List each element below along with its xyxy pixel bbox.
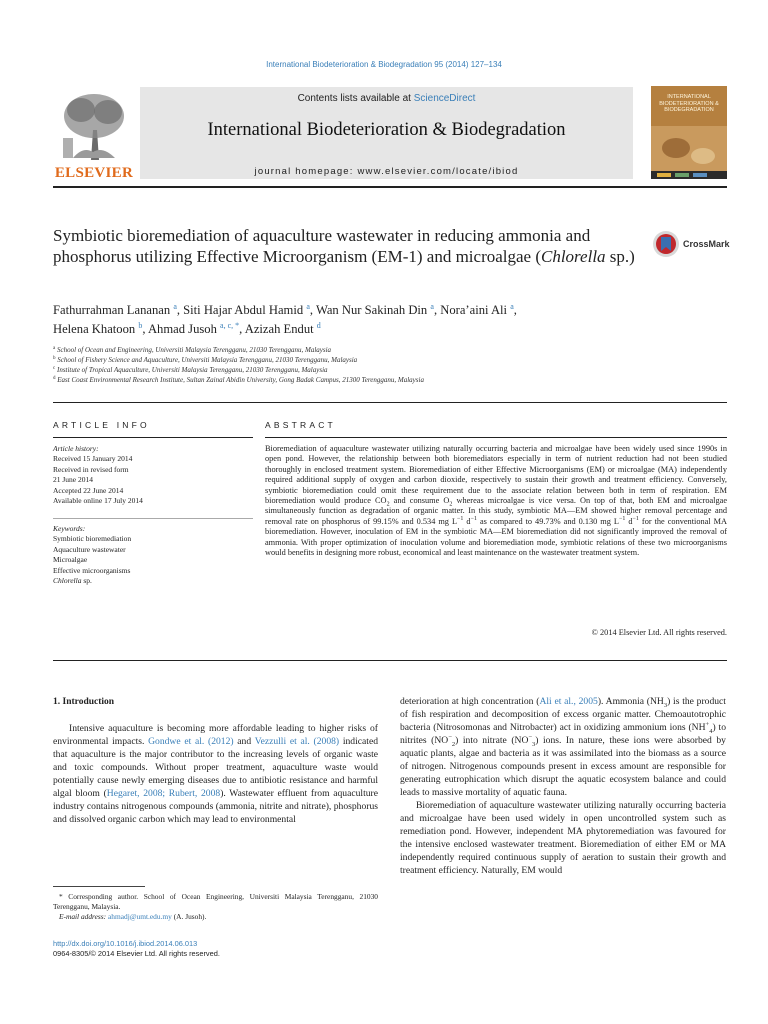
author-affiliation-mark[interactable]: a, c, * <box>220 321 240 330</box>
affiliation-text: School of Fishery Science and Aquaculture, Universiti Malaysia Terengganu, 21030 Terengganu, Malaysia <box>57 356 358 364</box>
affiliation-key: b <box>53 356 56 361</box>
keyword-item <box>53 576 253 586</box>
sciencedirect-link[interactable]: ScienceDirect <box>413 93 476 104</box>
text-segment: deterioration at high concentration ( <box>400 696 540 707</box>
affiliation-item <box>53 375 727 385</box>
text-segment: ). Wastewater effluent from aquaculture industry contains nitrogenous compounds (ammonia, nitrite and nitrate), phosphorus and dissolved organic carbon which may lead to environmental <box>53 788 378 825</box>
text-segment: ). Ammonia (NH <box>597 696 664 707</box>
keyword-suffix: sp. <box>81 576 92 586</box>
abstract-segment: Bioremediation of aquaculture wastewater utilizing naturally occurring bacteria and microalgae have been widely used since 1990s in open pond. However, the relationship between both bioremediators especially in term of nutrient reduction had not been studied thoroughly in enclosed treatment system. Bioremediation of either Effective Microorganisms (EM) or microalgae (MA) independently required additional supply of oxygen and carbon dioxide, respectively to sustain their growth and treatment efficiency. Conversely, symbiotic bioremediation could omit these requirement due to the associate relation between both in term of respiration. EM bioremediation would produce CO <box>265 444 727 506</box>
text-segment: ) ions. In nature, these ions were absorbed by aquatic plants, algae and bacteria as it was assimilated into the biomass as a source of nitrogen. Nitrogenous compounds present in excess amount are responsible for generating eutrophication which disrupt the aquatic ecosystem balance and could leads to massive mortality of aquatic fauna. <box>400 735 726 798</box>
text-segment: ) is the product of fish respiration and decomposition of excess organic matter. Chemoautotrophic bacteria (Nitrosomonas and Nitrobacter) act in oxidizing ammonium ions (NH <box>400 696 726 733</box>
affiliation-text: School of Ocean and Engineering, Universiti Malaysia Terengganu, 21030 Terengganu, Malaysia <box>56 346 332 354</box>
keywords <box>53 524 253 586</box>
email-link[interactable]: ahmadj@umt.edu.my <box>108 912 172 921</box>
title-part2: sp.) <box>605 247 635 266</box>
abstract-segment: for the conventional MA bioremediation. However, inoculation of EM in the symbiotic MA—EM bioremediation did not significantly improved the removal of ammonia. With proper optimization of inoculation volume and bioremediation mode, symbiotic relations of these two microorganisms would benefits in designing more robust, economical and least maintenance on the wastewater treatment system. <box>265 516 727 558</box>
subscript: 2 <box>449 501 453 508</box>
elsevier-wordmark: ELSEVIER <box>54 165 134 181</box>
text-segment: ) to nitrites (NO <box>400 722 726 746</box>
author-separator: , <box>239 322 245 336</box>
article-info-heading: ARTICLE INFO <box>53 420 150 430</box>
history-item: Accepted 22 June 2014 <box>53 485 124 495</box>
abstract-segment: d <box>625 516 633 526</box>
issn-copyright: 0964-8305/© 2014 Elsevier Ltd. All rights reserved. <box>53 949 220 958</box>
doi-link[interactable]: http://dx.doi.org/10.1016/j.ibiod.2014.06.013 <box>53 939 198 948</box>
superscript: − <box>528 733 533 741</box>
author-separator: , <box>433 303 441 317</box>
crossmark-label[interactable]: CrossMark <box>683 239 730 249</box>
paragraph <box>53 722 378 826</box>
citation-link[interactable]: Hegaret, 2008; Rubert, 2008 <box>106 788 221 799</box>
paragraph: Bioremediation of aquaculture wastewater utilizing naturally occurring bacteria and microalgae have been used widely in open uncontrolled system such as remediation pond. However, independent MA phytoremediation was favoured for the intensive enclosed wastewater treatment. Bioremediation of either EM or MA independently required continuous supply of aeration to sustain their growth and treatment efficiency. Naturally, EM would <box>400 800 726 876</box>
abstract-segment: as compared to 49.73% and 0.130 mg L <box>476 516 619 526</box>
author-affiliation-mark[interactable]: b <box>138 321 143 330</box>
email-suffix: (A. Jusoh). <box>171 912 207 921</box>
author-list <box>53 301 727 339</box>
author-separator: , <box>142 322 148 336</box>
footnote <box>53 892 378 922</box>
author-name[interactable]: Ahmad Jusoh <box>147 322 217 336</box>
affiliation-item <box>53 345 727 355</box>
journal-citation-link[interactable]: International Biodeterioration & Biodegradation 95 (2014) 127–134 <box>266 60 502 69</box>
keyword-item: Microalgae <box>53 555 88 565</box>
author-name[interactable]: Azizah Endut <box>244 322 314 336</box>
abstract-rule <box>265 437 727 438</box>
affiliation-key: d <box>53 376 56 381</box>
subscript: 3 <box>663 701 668 709</box>
history-item: Available online 17 July 2014 <box>53 496 143 506</box>
journal-cover-image <box>651 86 727 179</box>
superscript: + <box>705 720 710 728</box>
author-separator: , <box>176 303 184 317</box>
info-top-rule <box>53 402 727 403</box>
author-name[interactable]: Nora’aini Ali <box>440 303 508 317</box>
affiliation-key: a <box>53 346 56 351</box>
abstract-segment: whereas microalgae is vice versa. On top of that, both EM and microalgae simultaneously function as degradation of organic matter. In this study, symbiotic MA—EM showed higher removal percentage and removal rate on phosphorus of 99.15% and 0.534 mg L <box>265 496 727 526</box>
author-affiliation-mark[interactable]: a <box>173 302 177 311</box>
footnote-rule <box>53 886 145 887</box>
abstract-copyright: © 2014 Elsevier Ltd. All rights reserved. <box>591 628 727 637</box>
subscript: 2 <box>451 740 456 748</box>
abstract-heading: ABSTRACT <box>265 420 336 430</box>
author-affiliation-mark[interactable]: d <box>316 321 321 330</box>
abstract-segment: d <box>463 516 471 526</box>
history-item: Received in revised form <box>53 464 129 474</box>
affiliation-text: East Coast Environmental Research Institute, Sultan Zainal Abidin University, Gong Badak Campus, 21300 Terengganu, Malaysia <box>57 376 424 384</box>
author-separator: , <box>513 303 517 317</box>
superscript: − <box>448 733 452 741</box>
article-info-rule <box>53 437 253 438</box>
keywords-label: Keywords: <box>53 524 86 533</box>
subscript: 3 <box>532 740 536 748</box>
keyword-item: Aquaculture wastewater <box>53 544 126 554</box>
text-segment: ) into nitrate (NO <box>455 735 529 746</box>
text-segment: and <box>233 736 255 747</box>
contents-prefix: Contents lists available at <box>297 93 414 104</box>
text-segment: Intensive aquaculture is becoming more affordable leading to higher risks of environmental impacts. <box>53 723 378 747</box>
citation-link[interactable]: Vezzulli et al. (2008) <box>254 736 340 747</box>
corresponding-author-note: * Corresponding author. School of Ocean Engineering, Universiti Malaysia Terengganu, 21030 Terengganu, Malaysia. <box>53 892 378 911</box>
citation-link[interactable]: Gondwe et al. (2012) <box>148 736 234 747</box>
contents-line <box>140 93 633 104</box>
author-affiliation-mark[interactable]: a <box>430 302 434 311</box>
affiliation-text: Institute of Tropical Aquaculture, Universiti Malaysia Terengganu, 21030 Terengganu, Malaysia <box>56 366 328 374</box>
superscript: −1 <box>457 516 464 523</box>
author-name[interactable]: Siti Hajar Abdul Hamid <box>183 303 304 317</box>
affiliation-item <box>53 365 727 375</box>
email-label: E-mail address: <box>59 912 108 921</box>
text-segment: indicated that aquaculture is the major contributor to the increasing levels of organic waste and toxic compounds. Without proper treatment, aquaculture waste would potentially cause newly emerging diseases due to antibiotic resistance and harmful algal bloom ( <box>53 736 379 799</box>
history-item: Received 15 January 2014 <box>53 454 133 464</box>
paragraph <box>400 695 726 799</box>
header-rule <box>53 186 727 188</box>
abstract-segment: and consume O <box>389 496 450 506</box>
affiliations <box>53 345 727 385</box>
homepage-url-link[interactable]: www.elsevier.com/locate/ibiod <box>357 166 519 177</box>
body-top-rule <box>53 660 727 661</box>
title-part1: Symbiotic bioremediation of aquaculture wastewater in reducing ammonia and phosphorus utilizing Effective Microorganism (EM-1) and microalgae ( <box>53 226 591 266</box>
history-item: 21 June 2014 <box>53 475 93 485</box>
author-name[interactable]: Helena Khatoon <box>53 322 136 336</box>
email-line <box>53 912 378 922</box>
article-history <box>53 444 253 506</box>
author-affiliation-mark[interactable]: a <box>306 302 310 311</box>
body-column-right <box>400 695 726 877</box>
article-title <box>53 225 643 267</box>
superscript: −1 <box>618 516 626 523</box>
abstract-text <box>265 444 727 558</box>
journal-homepage <box>140 166 633 177</box>
homepage-prefix: journal homepage: <box>254 166 358 177</box>
keyword-item: Symbiotic bioremediation <box>53 534 132 544</box>
author-name[interactable]: Fathurrahman Lananan <box>53 303 171 317</box>
subscript: 4 <box>709 727 713 735</box>
keyword-item: Effective microorganisms <box>53 565 131 575</box>
section-heading-introduction: 1. Introduction <box>53 697 115 707</box>
history-label: Article history: <box>53 444 99 453</box>
affiliation-key: c <box>53 366 56 371</box>
journal-title: International Biodeterioration & Biodegradation <box>207 120 566 140</box>
author-affiliation-mark[interactable]: a <box>510 302 514 311</box>
superscript: −1 <box>470 516 477 523</box>
body-column-left <box>53 722 378 826</box>
subscript: 2 <box>386 501 390 508</box>
cover-title: INTERNATIONAL BIODETERIORATION & BIODEGRADATION <box>659 94 719 113</box>
superscript: −1 <box>632 516 639 523</box>
author-separator: , <box>309 303 316 317</box>
author-name[interactable]: Wan Nur Sakinah Din <box>315 303 428 317</box>
keyword-italic: Chlorella <box>53 576 82 586</box>
title-italic: Chlorella <box>541 247 606 266</box>
keywords-rule <box>53 518 253 519</box>
citation-link[interactable]: Ali et al., 2005 <box>539 696 598 707</box>
affiliation-item <box>53 355 727 365</box>
